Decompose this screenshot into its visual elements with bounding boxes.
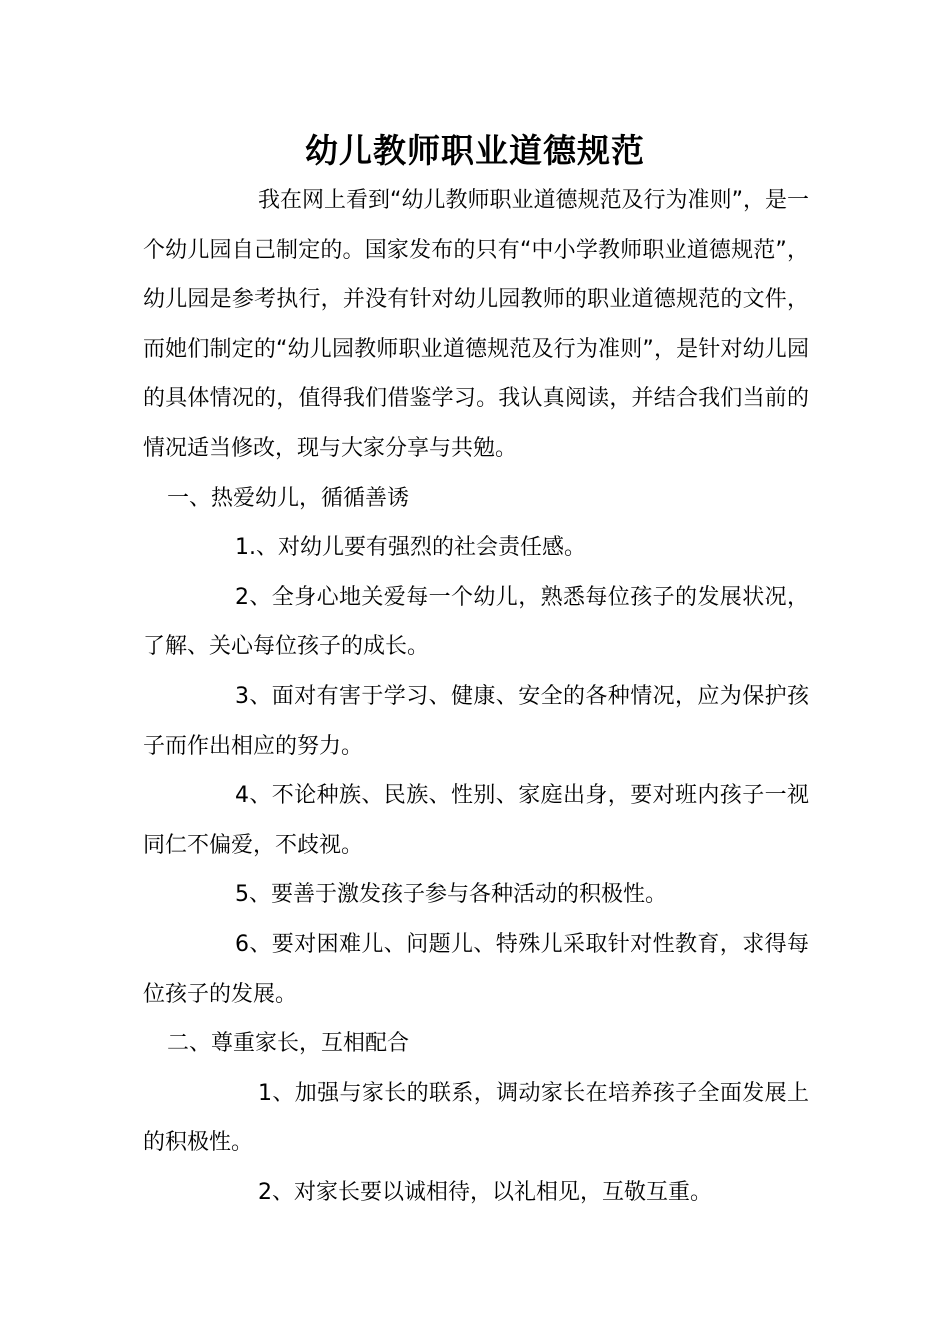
list-item: 6、要对困难儿、问题儿、特殊儿采取针对性教育，求得每位孩子的发展。 (143, 931, 809, 1007)
list-item: 2、对家长要以诚相待，以礼相见，互敬互重。 (258, 1179, 712, 1205)
list-item: 2、全身心地关爱每一个幼儿，熟悉每位孩子的发展状况，了解、关心每位孩子的成长。 (143, 584, 809, 660)
list-item: 5、要善于激发孩子参与各种活动的积极性。 (235, 882, 667, 908)
document-title: 幼儿教师职业道德规范 (305, 131, 645, 170)
list-item: 4、不论种族、民族、性别、家庭出身，要对班内孩子一视同仁不偏爱，不歧视。 (143, 783, 809, 858)
section-heading-1: 一、热爱幼儿，循循善诱 (167, 485, 410, 511)
list-item: 1.、对幼儿要有强烈的社会责任感。 (235, 535, 586, 561)
section-heading-2: 二、尊重家长，互相配合 (167, 1031, 410, 1057)
list-item: 1、加强与家长的联系，调动家长在培养孩子全面发展上的积极性。 (143, 1080, 809, 1156)
document-body (143, 176, 809, 1217)
list-item: 3、面对有害于学习、健康、安全的各种情况，应为保护孩子而作出相应的努力。 (143, 683, 809, 759)
intro-paragraph: 我在网上看到“幼儿教师职业道德规范及行为准则”，是一个幼儿园自己制定的。国家发布的只有“中小学教师职业道德规范”，幼儿园是参考执行，并没有针对幼儿园教师的职业道德规范的文件，而她们制定的“幼儿园教师职业道德规范及行为准则”，是针对幼儿园的具体情况的，值得我们借鉴学习。我认真阅读，并结合我们当前的情况适当修改，现与大家分享与共勉。 (143, 188, 809, 461)
